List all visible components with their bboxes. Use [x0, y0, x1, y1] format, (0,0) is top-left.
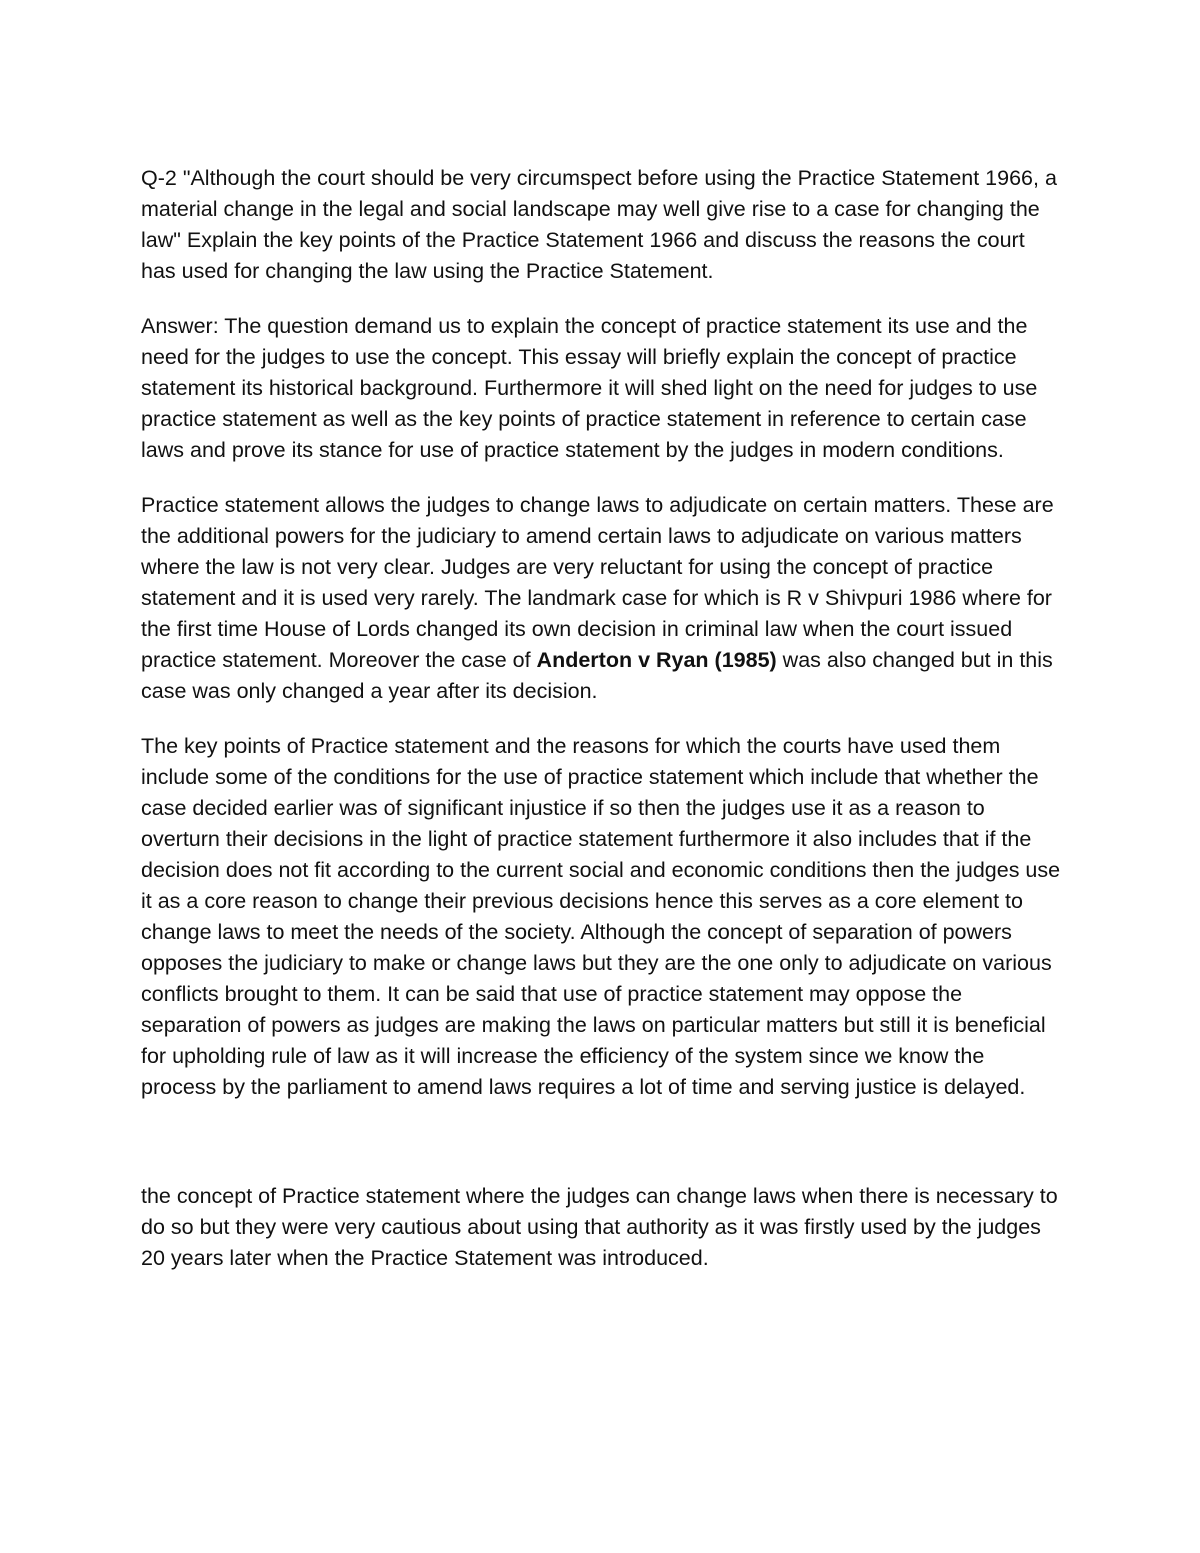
case-citation: Anderton v Ryan (1985) [536, 648, 777, 672]
key-points-paragraph: The key points of Practice statement and the reasons for which the courts have used them include some of the conditions for the use of practice statement which include that whether the case decided earlier was of significant injustice if so then the judges use it as a reason to overturn their decisions in the light of practice statement furthermore it also includes that if the decision does not fit according to the current social and economic conditions then the judges use it as a core reason to change their previous decisions hence this serves as a core element to change laws to meet the needs of the society. Although the concept of separation of powers opposes the judiciary to make or change laws but they are the one only to adjudicate on various conflicts brought to them. It can be said that use of practice statement may oppose the separation of powers as judges are making the laws on particular matters but still it is beneficial for upholding rule of law as it will increase the efficiency of the system since we know the process by the parliament to amend laws requires a lot of time and serving justice is delayed. [141, 734, 1061, 1099]
document-body [141, 163, 1061, 1298]
question-paragraph: Q-2 "Although the court should be very circumspect before using the Practice Statement 1966, a material change in the legal and social landscape may well give rise to a case for changing the law" Explain the key points of the Practice Statement 1966 and discuss the reasons the court has used for changing the law using the Practice Statement. [141, 166, 1057, 283]
paragraph-text: was also changed but in this case was only changed a year after its decision. [141, 648, 1053, 703]
practice-statement-paragraph [141, 490, 1061, 707]
answer-paragraph: Answer: The question demand us to explain the concept of practice statement its use and the need for the judges to use the concept. This essay will briefly explain the concept of practice statement its historical background. Furthermore it will shed light on the need for judges to use practice statement as well as the key points of practice statement in reference to certain case laws and prove its stance for use of practice statement by the judges in modern conditions. [141, 314, 1038, 462]
closing-paragraph: the concept of Practice statement where the judges can change laws when there is necessary to do so but they were very cautious about using that authority as it was firstly used by the judges 20 years later when the Practice Statement was introduced. [141, 1184, 1058, 1270]
paragraph-text: Practice statement allows the judges to change laws to adjudicate on certain matters. These are the additional powers for the judiciary to amend certain laws to adjudicate on various matters where the law is not very clear. Judges are very reluctant for using the concept of practice statement and it is used very rarely. The landmark case for which is R v Shivpuri 1986 where for the first time House of Lords changed its own decision in criminal law when the court issued practice statement. Moreover the case of [141, 493, 1054, 672]
